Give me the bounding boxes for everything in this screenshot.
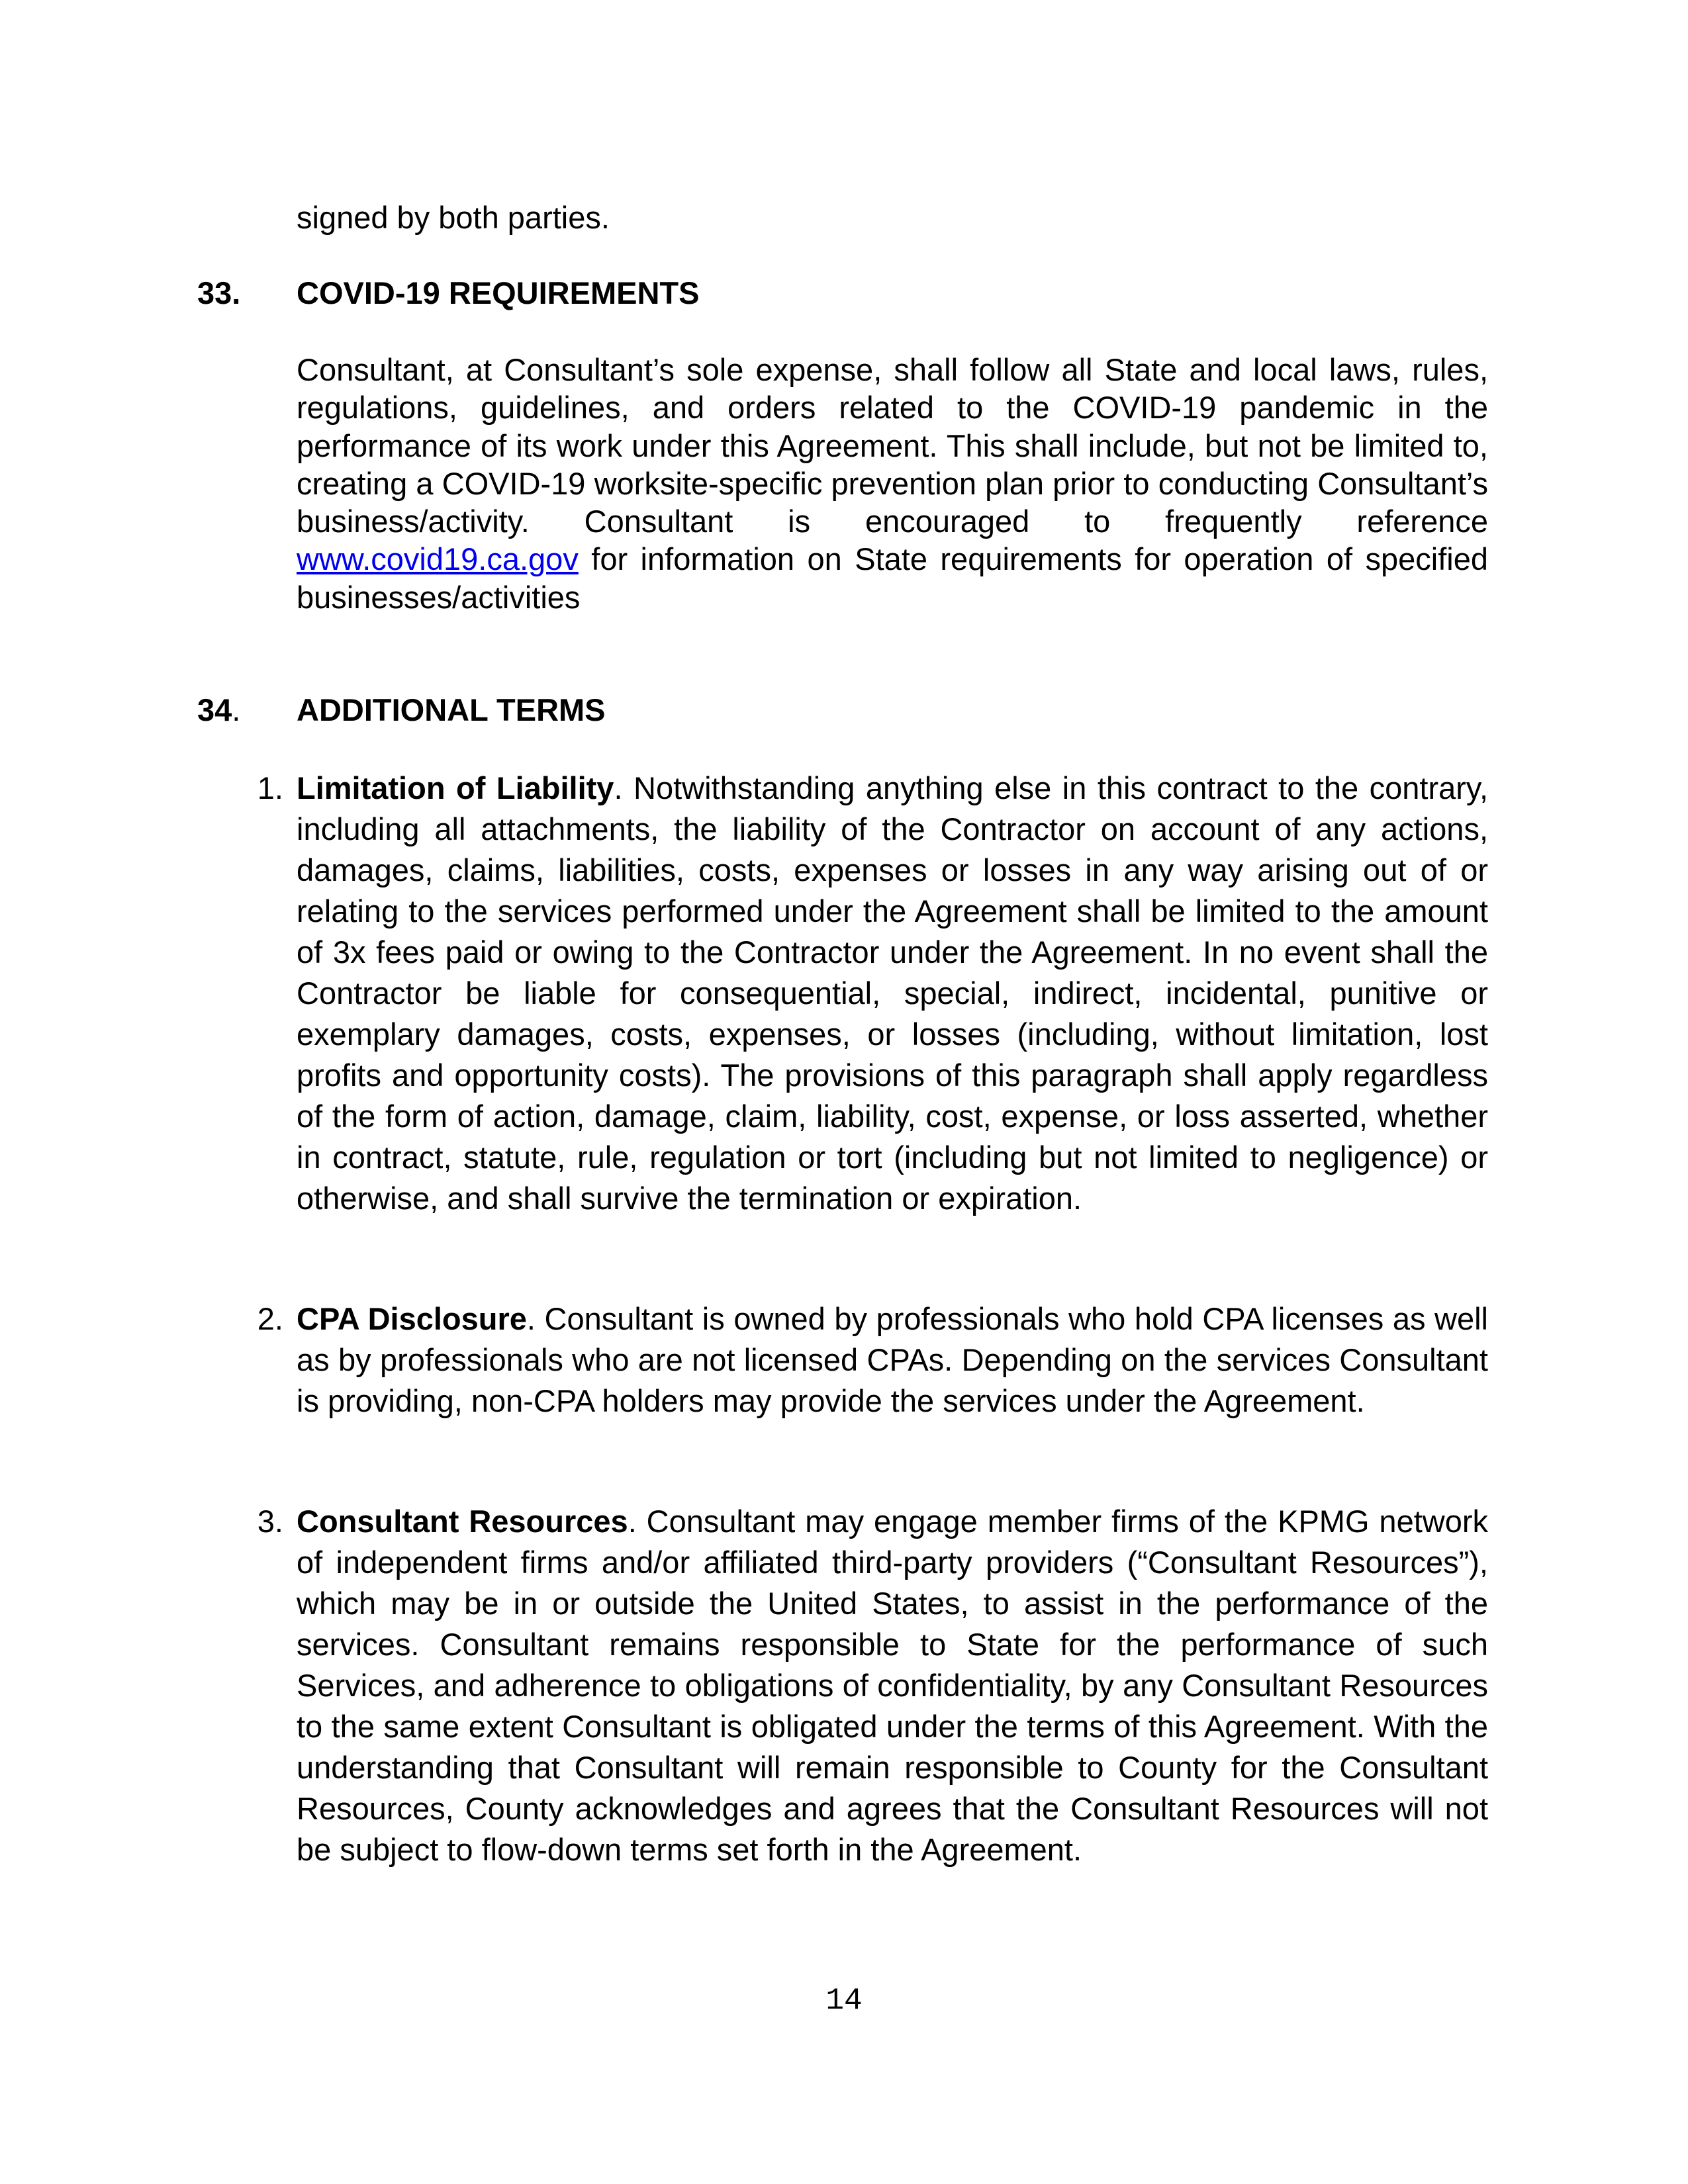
list-item-consultant-resources (257, 1501, 1488, 1870)
list-item-text: . Consultant is owned by professionals who hold CPA licenses as well as by professionals who are not licensed CPAs. Depending on the services Consultant is providing, non-CPA holders may provide the services under the Agreement. (297, 1301, 1488, 1418)
list-item-heading: CPA Disclosure (297, 1301, 527, 1336)
list-item-text: . Consultant may engage member firms of the KPMG network of independent firms and/or affiliated third-party providers (“Consultant Resources”), which may be in or outside the United States, to assist in the performance of the services. Consultant remains responsible to State for the performance of such Services, and adherence to obligations of confidentiality, by any Consultant Resources to the same extent Consultant is obligated under the terms of this Agreement. With the understanding that Consultant will remain responsible to County for the Consultant Resources, County acknowledges and agrees that the Consultant Resources will not be subject to flow-down terms set forth in the Agreement. (297, 1504, 1488, 1867)
covid19-link[interactable]: www.covid19.ca.gov (297, 541, 579, 577)
list-item-marker: 2. (257, 1301, 283, 1336)
list-item-text: . Notwithstanding anything else in this contract to the contrary, including all attachments, the liability of the Contractor on account of any actions, damages, claims, liabilities, costs, expenses or losses in any way arising out of or relating to the services performed under the Agreement shall be limited to the amount of 3x fees paid or owing to the Contractor under the Agreement. In no event shall the Contractor be liable for consequential, special, indirect, incidental, punitive or exemplary damages, costs, expenses, or losses (including, without limitation, lost profits and opportunity costs). The provisions of this paragraph shall apply regardless of the form of action, damage, claim, liability, cost, expense, or loss asserted, whether in contract, statute, rule, regulation or tort (including but not limited to negligence) or otherwise, and shall survive the termination or expiration. (297, 770, 1489, 1216)
section-33-body (297, 351, 1488, 616)
continuation-text: signed by both parties. (297, 200, 610, 235)
section-33-body-text: Consultant, at Consultant’s sole expense, shall follow all State and local laws, rules, regulations, guidelines, and orders related to the COVID-19 pandemic in the performance of its work under this Agreement. This shall include, but not be limited to, creating a COVID-19 worksite-specific prevention plan prior to conducting Consultant’s business/activity. Consultant is encouraged to frequently reference (297, 352, 1488, 539)
list-item-marker: 3. (257, 1504, 283, 1539)
section-34-number (197, 691, 240, 729)
section-33-title: COVID-19 REQUIREMENTS (297, 275, 700, 310)
list-item-cpa-disclosure (257, 1298, 1488, 1422)
section-33-number: 33. (197, 275, 241, 310)
section-33-body-text-end: for information on State requirements for operation of specified businesses/activities (297, 541, 1488, 615)
section-34-number-suffix: . (232, 692, 241, 727)
list-item-heading: Consultant Resources (297, 1504, 628, 1539)
list-item-marker: 1. (257, 770, 283, 805)
section-34-title: ADDITIONAL TERMS (297, 692, 606, 727)
page-number: 14 (825, 1983, 863, 2018)
list-item-heading: Limitation of Liability (297, 770, 614, 805)
section-34-number-digits: 34 (197, 692, 232, 727)
list-item-limitation-of-liability (257, 768, 1489, 1219)
